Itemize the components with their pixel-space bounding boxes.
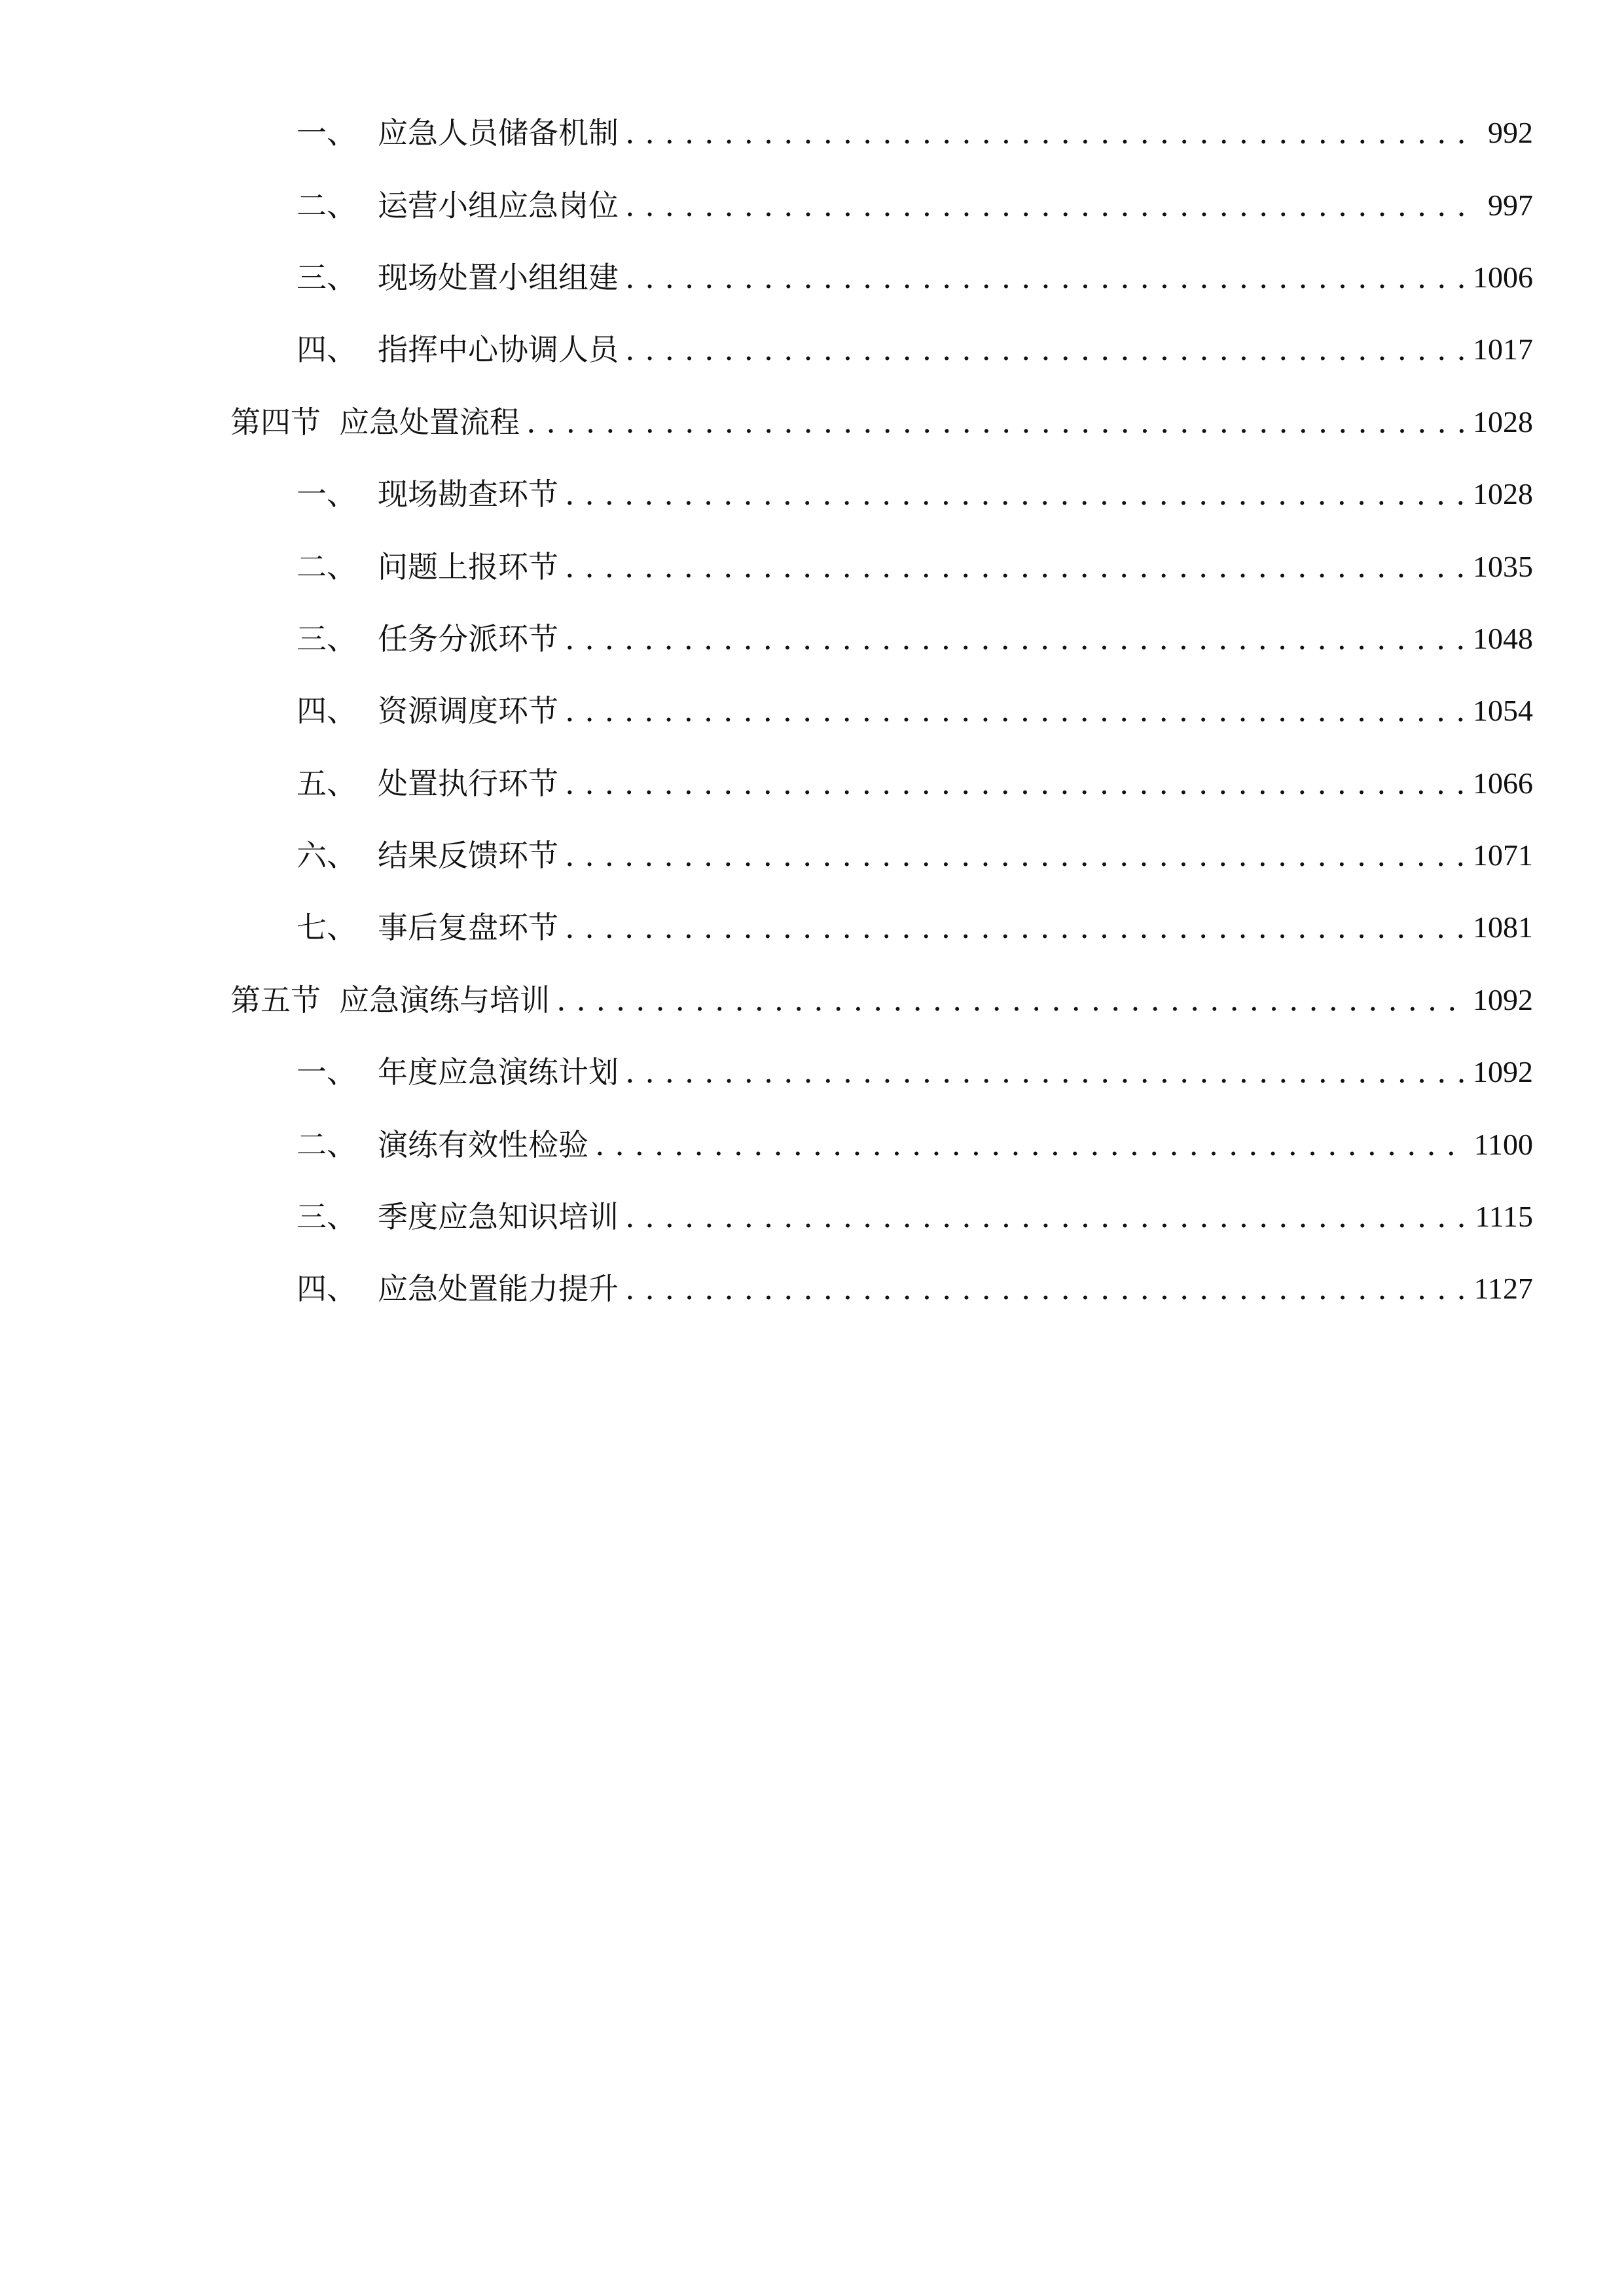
toc-entry-number: 二、 [297,1126,357,1162]
toc-entry-number: 一、 [297,1054,357,1090]
toc-entry-number: 四、 [297,1271,357,1307]
toc-entry[interactable] [230,747,1533,819]
toc-entry-number: 三、 [297,259,357,295]
toc-section-entry[interactable] [230,386,1533,458]
toc-entry-page: 1092 [1473,982,1533,1016]
toc-entry-title: 演练有效性检验 [378,1126,588,1162]
toc-entry[interactable] [230,891,1533,963]
toc-entry[interactable] [230,675,1533,747]
toc-entry[interactable] [230,458,1533,530]
toc-section-title: 应急演练与培训 [339,982,550,1018]
toc-entry[interactable] [230,97,1533,169]
toc-entry[interactable] [230,530,1533,602]
toc-entry-number: 六、 [297,838,357,874]
toc-entry[interactable] [230,314,1533,386]
toc-entry[interactable] [230,819,1533,891]
toc-entry-page: 1028 [1473,477,1533,511]
dot-leader [565,840,1464,870]
toc-entry-page: 1081 [1473,910,1533,944]
toc-entry-page: 1028 [1473,404,1533,439]
toc-entry-title: 资源调度环节 [378,693,558,729]
toc-entry-number: 二、 [297,187,357,223]
table-of-contents [230,97,1533,1325]
toc-entry-page: 1092 [1473,1055,1533,1089]
dot-leader [595,1130,1465,1160]
dot-leader [625,1202,1466,1232]
toc-entry[interactable] [230,242,1533,314]
dot-leader [565,624,1464,654]
toc-section-number: 第五节 [230,982,321,1018]
toc-entry-page: 1017 [1473,332,1533,367]
toc-entry-title: 季度应急知识培训 [378,1199,619,1235]
toc-entry-page: 1071 [1473,838,1533,872]
toc-entry-page: 1115 [1475,1200,1533,1234]
toc-entry-number: 七、 [297,910,357,946]
dot-leader [625,334,1464,365]
toc-entry-number: 一、 [297,476,357,512]
toc-entry-page: 1066 [1473,766,1533,800]
toc-entry-title: 问题上报环节 [378,548,558,584]
dot-leader [556,985,1464,1015]
dot-leader [565,479,1464,509]
toc-entry-number: 四、 [297,693,357,729]
toc-entry-page: 992 [1488,116,1533,150]
toc-entry-title: 结果反馈环节 [378,838,558,874]
toc-entry[interactable] [230,169,1533,241]
dot-leader [625,262,1464,293]
toc-entry-page: 1054 [1473,694,1533,728]
toc-entry-page: 1048 [1473,621,1533,655]
toc-entry-page: 997 [1488,188,1533,222]
dot-leader [565,912,1464,942]
toc-entry-number: 三、 [297,1199,357,1235]
toc-entry-number: 五、 [297,765,357,801]
toc-entry-title: 任务分派环节 [378,620,558,656]
toc-entry-page: 1006 [1473,260,1533,294]
toc-entry[interactable] [230,1181,1533,1253]
toc-entry-page: 1035 [1473,549,1533,583]
dot-leader [625,118,1479,148]
toc-entry[interactable] [230,1108,1533,1180]
toc-entry-number: 一、 [297,115,357,151]
toc-entry-title: 现场勘查环节 [378,476,558,512]
toc-entry-title: 现场处置小组组建 [378,259,619,295]
toc-section-number: 第四节 [230,404,321,440]
dot-leader [625,190,1479,221]
toc-section-entry[interactable] [230,964,1533,1036]
toc-entry-title: 处置执行环节 [378,765,558,801]
toc-entry-title: 运营小组应急岗位 [378,187,619,223]
toc-entry-number: 四、 [297,332,357,368]
toc-entry[interactable] [230,1036,1533,1108]
dot-leader [565,768,1464,798]
toc-entry-number: 三、 [297,620,357,656]
toc-entry-page: 1100 [1473,1127,1533,1161]
toc-entry-title: 事后复盘环节 [378,910,558,946]
toc-entry-page: 1127 [1473,1272,1533,1306]
dot-leader [625,1274,1465,1304]
dot-leader [565,552,1464,582]
toc-section-title: 应急处置流程 [339,404,520,440]
toc-entry-title: 年度应急演练计划 [378,1054,619,1090]
dot-leader [565,696,1464,726]
toc-entry-title: 指挥中心协调人员 [378,332,619,368]
dot-leader [526,407,1464,437]
toc-entry[interactable] [230,1253,1533,1325]
toc-entry-title: 应急人员储备机制 [378,115,619,151]
toc-entry-title: 应急处置能力提升 [378,1271,619,1307]
toc-entry-number: 二、 [297,548,357,584]
toc-entry[interactable] [230,603,1533,675]
dot-leader [625,1057,1464,1087]
